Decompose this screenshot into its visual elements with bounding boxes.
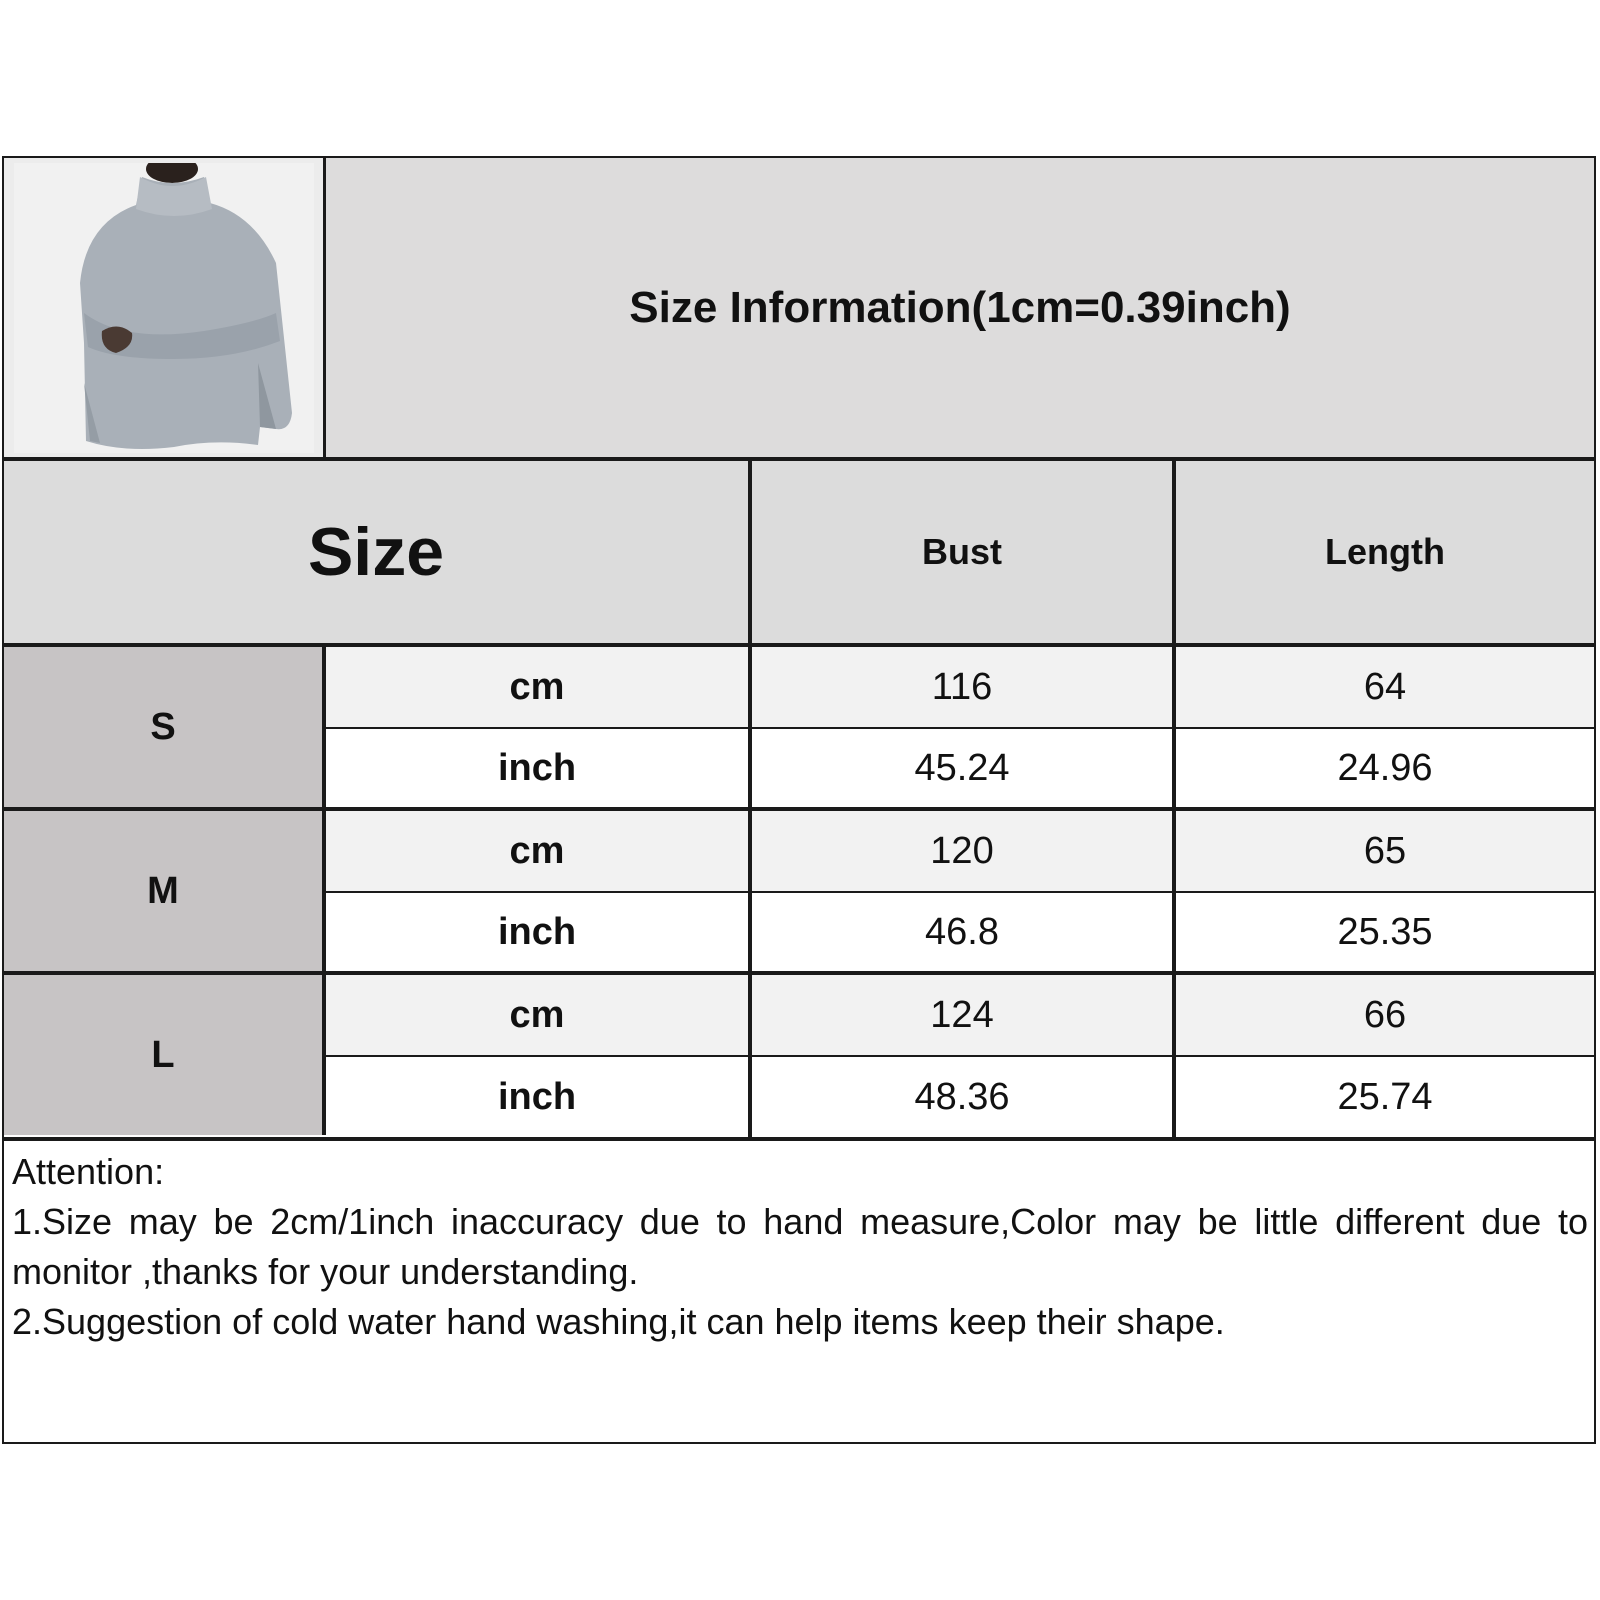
size-label-l: L — [4, 975, 326, 1135]
chart-title: Size Information(1cm=0.39inch) — [326, 158, 1594, 457]
notes-line-1: 1.Size may be 2cm/1inch inaccuracy due to hand measure,Color may be little different due to monitor ,thanks for your understanding. — [12, 1201, 1588, 1292]
table-row — [326, 647, 1594, 727]
unit-cell: cm — [326, 975, 752, 1055]
size-rows — [4, 647, 1594, 1137]
bust-cell: 124 — [752, 975, 1176, 1055]
length-cell: 66 — [1363, 993, 1407, 1036]
product-photo — [4, 158, 326, 457]
sweater-image — [14, 163, 314, 453]
unit-cell: cm — [326, 811, 752, 891]
unit-cell: inch — [326, 1057, 752, 1137]
size-label-m: M — [4, 811, 326, 971]
bust-cell: 120 — [752, 811, 1176, 891]
table-row — [326, 975, 1594, 1055]
length-cell: 65 — [1363, 829, 1407, 872]
bust-cell: 48.36 — [752, 1057, 1176, 1137]
table-row — [326, 893, 1594, 971]
size-chart — [2, 156, 1596, 1444]
header-row — [4, 461, 1594, 643]
table-row — [326, 729, 1594, 807]
size-label-s: S — [4, 647, 326, 807]
length-cell: 25.35 — [1337, 910, 1433, 953]
bust-cell: 116 — [752, 647, 1176, 727]
header-length: Length — [1176, 461, 1594, 643]
length-cell: 64 — [1363, 665, 1407, 708]
table-row — [326, 1057, 1594, 1137]
notes-line-2: 2.Suggestion of cold water hand washing,it can help items keep their shape. — [12, 1301, 1225, 1342]
bust-cell: 45.24 — [752, 729, 1176, 807]
header-bust: Bust — [752, 461, 1176, 643]
length-cell: 24.96 — [1337, 746, 1433, 789]
attention-notes — [4, 1141, 1594, 1442]
unit-cell: inch — [326, 893, 752, 971]
unit-cell: cm — [326, 647, 752, 727]
header-size: Size — [4, 461, 752, 643]
bust-cell: 46.8 — [752, 893, 1176, 971]
unit-cell: inch — [326, 729, 752, 807]
table-row — [326, 811, 1594, 891]
length-cell: 25.74 — [1337, 1075, 1433, 1118]
notes-heading: Attention: — [12, 1151, 165, 1192]
